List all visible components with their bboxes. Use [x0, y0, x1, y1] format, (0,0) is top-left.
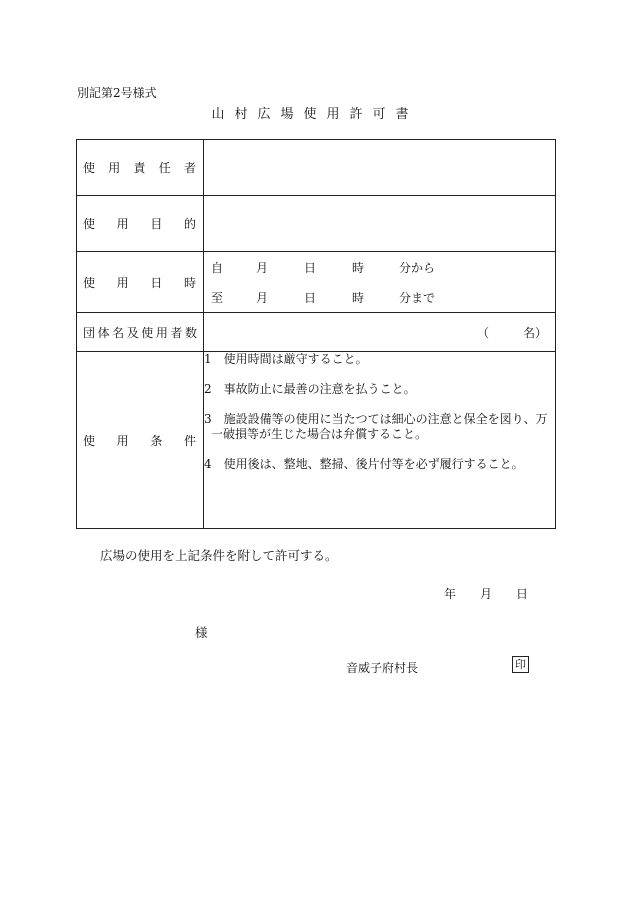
- label-char: 用: [116, 275, 129, 290]
- permission-statement: 広場の使用を上記条件を附して許可する。: [100, 548, 338, 563]
- group-label-cell: [77, 313, 204, 352]
- responsible-value-cell[interactable]: [204, 140, 556, 196]
- condition-item: 2 事故防止に最善の注意を払うこと。: [204, 382, 416, 396]
- datetime-label: [77, 274, 203, 291]
- purpose-value-cell[interactable]: [204, 196, 556, 252]
- form-number-label: 別記第2号様式: [77, 86, 157, 100]
- from-minute-suffix: 分から: [399, 260, 436, 275]
- condition-item: 3 施設設備等の使用に当たつては細心の注意と保全を図り、万一破損等が生じた場合は弁償すること。: [204, 412, 548, 441]
- responsible-label-cell: [77, 140, 204, 196]
- group-row: [77, 313, 556, 352]
- conditions-row: [77, 352, 556, 529]
- month-unit: 月: [480, 587, 493, 601]
- to-day-unit: 日: [304, 290, 317, 305]
- purpose-row: [77, 196, 556, 252]
- purpose-label: [77, 215, 203, 232]
- datetime-row: [77, 252, 556, 313]
- responsible-label: [77, 159, 203, 176]
- from-day-unit: 日: [304, 260, 317, 275]
- conditions-label: [77, 432, 203, 449]
- document-title: 山村広場使用許可書: [211, 107, 419, 122]
- label-char: 者: [170, 325, 183, 340]
- addressee-honorific: 様: [195, 625, 208, 640]
- label-char: 使: [83, 161, 96, 175]
- label-char: 者: [183, 161, 196, 175]
- seal-mark: 印: [512, 656, 529, 673]
- label-char: 条: [150, 433, 163, 448]
- year-unit: 年: [444, 587, 457, 601]
- group-value-cell[interactable]: [204, 313, 556, 352]
- count-open-paren: （: [476, 325, 489, 340]
- datetime-from-line: [204, 252, 555, 282]
- label-char: 責: [133, 161, 146, 175]
- label-char: 数: [184, 325, 197, 340]
- to-minute-suffix: 分まで: [399, 290, 436, 305]
- label-char: 的: [183, 217, 196, 231]
- from-prefix: 自: [211, 260, 224, 275]
- condition-item: 4 使用後は、整地、整掃、後片付等を必ず履行すること。: [204, 457, 524, 471]
- label-char: 用: [116, 217, 129, 231]
- label-char: 体: [97, 325, 110, 340]
- datetime-to-line: [204, 282, 555, 312]
- count-suffix: 名）: [522, 325, 547, 340]
- label-char: 使: [83, 433, 96, 448]
- label-char: 使: [141, 325, 154, 340]
- label-char: 件: [183, 433, 196, 448]
- label-char: 任: [158, 161, 171, 175]
- datetime-value-cell[interactable]: [204, 252, 556, 313]
- from-month-unit: 月: [256, 260, 269, 275]
- label-char: 用: [155, 325, 168, 340]
- label-char: 用: [116, 433, 129, 448]
- label-char: 用: [108, 161, 121, 175]
- to-prefix: 至: [211, 290, 224, 305]
- issuer-title: 音威子府村長: [346, 661, 419, 675]
- to-month-unit: 月: [256, 290, 269, 305]
- issue-date-line: [444, 585, 528, 602]
- day-unit: 日: [516, 587, 529, 601]
- condition-item: 1 使用時間は厳守すること。: [204, 352, 368, 366]
- label-char: 目: [150, 217, 163, 231]
- group-label: [77, 324, 203, 341]
- conditions-label-cell: [77, 352, 204, 529]
- label-char: 日: [150, 275, 163, 290]
- label-char: 名: [112, 325, 125, 340]
- from-hour-unit: 時: [352, 260, 365, 275]
- datetime-label-cell: [77, 252, 204, 313]
- label-char: 使: [83, 217, 96, 231]
- responsible-row: [77, 140, 556, 196]
- to-hour-unit: 時: [352, 290, 365, 305]
- label-char: 使: [83, 275, 96, 290]
- permit-table: [76, 139, 556, 529]
- conditions-list: [204, 352, 556, 529]
- label-char: 団: [83, 325, 96, 340]
- label-char: 時: [183, 275, 196, 290]
- purpose-label-cell: [77, 196, 204, 252]
- label-char: 及: [126, 325, 139, 340]
